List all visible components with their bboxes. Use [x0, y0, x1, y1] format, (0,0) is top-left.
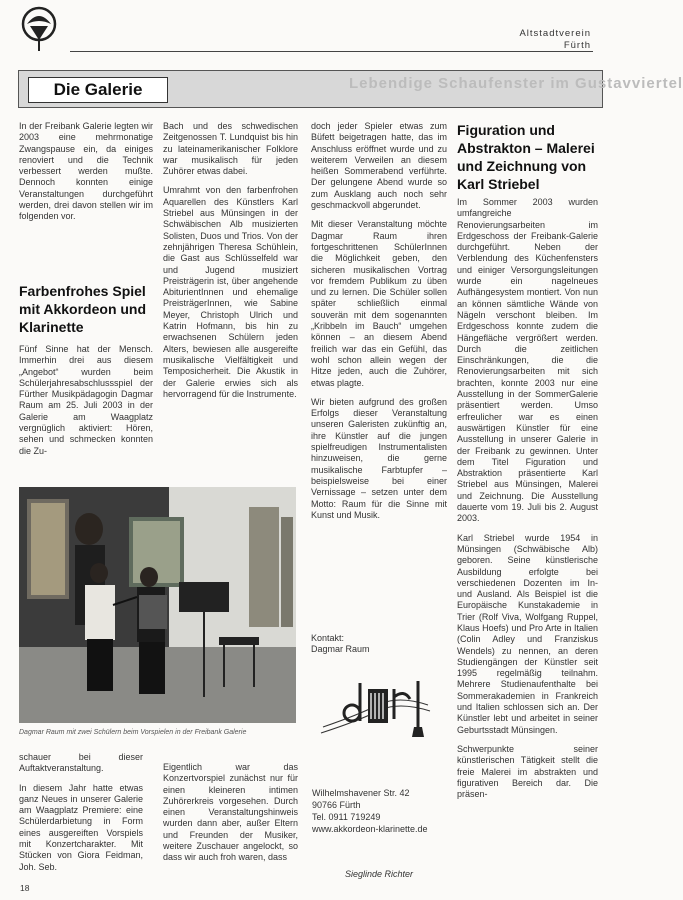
- article1-paragraph-1: Fünf Sinne hat der Mensch. Immerhin drei aus diesem „Angebot“ wurden beim Schülerjahresabschlussspiel der Fürther Musikpädagogin Dagmar Raum am 25. Juli 2003 in der Galerie am Waagplatz vergnüglich aktiviert: Hören, sehen und schmecken konnten die Zu-: [19, 344, 153, 456]
- col1-bottom: [19, 752, 143, 881]
- altstadtverein-logo-icon: [18, 6, 60, 52]
- col3: [311, 121, 447, 529]
- contact-name: Dagmar Raum: [311, 644, 370, 655]
- article2-paragraph-3: Schwerpunkte seiner künstlerischen Tätigkeit stellt die freie Malerei im abstrakten und figurativen Bereich dar. Die präsen-: [457, 743, 598, 800]
- contact-label: Kontakt:: [311, 633, 345, 643]
- article2-paragraph-2: Karl Striebel wurde 1954 in Münsingen (Schwäbische Alb) geboren. Seine künstlerische Ausbildung erfolgte bei verschiedenen Dozenten im In- und Ausland. Als Beispiel ist die Europäische Kunstakademie in Trier (Rolf Viva, Wolfgang Ruppel, Klaus Hoefs) und Pro Arte in Italien (Colin Adley und Franziskus Wendels) zu nennen, an deren Studiengängen der Künstler seit 1995 regelmäßig teilnahm. Mehrere Studienaufenthalte bei Sommerakademien in Frankreich und Italien schlossen sich an. Der Künstler lebt und arbeitet in seiner Geburtsstadt Münsingen.: [457, 532, 598, 735]
- article1-heading: Farbenfrohes Spiel mit Akkordeon und Klarinette: [19, 283, 147, 335]
- address-city: 90766 Fürth: [312, 800, 361, 810]
- article1-paragraph-2: schauer bei dieser Auftaktveranstaltung.: [19, 752, 143, 774]
- article2-heading: Figuration und Abstrakton – Malerei und Zeichnung von Karl Striebel: [457, 122, 595, 192]
- org-line-2: Fürth: [563, 40, 591, 51]
- page-title: Die Galerie: [53, 80, 143, 99]
- article2-paragraph-1: Im Sommer 2003 wurden umfangreiche Renovierungsarbeiten im Erdgeschoss der Freibank-Galerie durchgeführt. Neben der Verblendung des Küchenfensters und einiger Versorgungsleitungen wurde ein nagelneues Aufhängesystem montiert. Von nun an können sämtliche Wände von Nägeln verschont bleiben. Im Erdgeschoss konnte zudem die Hängefläche vergrößert werden. Durch die zeitlichen Einschränkungen, die die Renovierungsarbeiten mit sich brachten, konnte 2003 nur eine Ausstellung in der SommerGalerie präsentiert werden. Umso erfreulicher war es einen auswärtigen Künstler für eine Ausstellung in unserer Galerie in der Freibank zu gewinnen. Unter dem Titel Figuration und Abstraktion präsentierte Karl Striebel aus Münsingen, Malerei und Zeichnung. Die Ausstellung dauerte vom 19. Juli bis 2. August 2003.: [457, 197, 598, 524]
- title-box: [28, 77, 168, 103]
- col4-heading-block: [457, 121, 598, 199]
- concert-photo: [19, 487, 296, 723]
- concert-photo-image: [19, 487, 296, 723]
- contact-address: [312, 787, 462, 835]
- section-banner: [18, 70, 683, 108]
- banner-background-text: Lebendige Schaufenster im Gustavviertel: [349, 75, 683, 92]
- address-phone: Tel. 0911 719249: [312, 812, 381, 822]
- author-signature: Sieglinde Richter: [345, 869, 414, 879]
- clarinet-accordion-logo-icon: [318, 675, 433, 741]
- col1-top: [19, 121, 153, 231]
- col1-heading-block: [19, 282, 153, 342]
- page-number: 18: [20, 883, 30, 893]
- address-street: Wilhelmshavener Str. 42: [312, 788, 410, 798]
- article1-paragraph-3: In diesem Jahr hatte etwas ganz Neues in unserer Galerie am Waagplatz Premiere: eine Schülerdarbietung in Form eines ausgereiften Vorspiels mit Konzertcharakter. Mit Stücken von Giora Feidman, Joh. Seb.: [19, 782, 143, 872]
- col2-top: [163, 121, 298, 408]
- col2-bottom: [163, 762, 298, 872]
- article1-paragraph-6: Eigentlich war das Konzertvorspiel zunächst nur für einen kleineren intimen Zuhörerkreis vorgesehen. Durch einen Veranstaltungshinweis wurden dann aber, außer Eltern und Freunden der Musiker, weitere Zuschauer angelockt, so dass wir auch froh waren, dass: [163, 762, 298, 863]
- col1-body: [19, 344, 153, 465]
- photo-caption: Dagmar Raum mit zwei Schülern beim Vorspielen in der Freibank Galerie: [19, 729, 247, 736]
- contact-block: [311, 633, 447, 656]
- article1-paragraph-5: Umrahmt von den farbenfrohen Aquarellen des Künstlers Karl Striebel aus Münsingen in der Schwäbischen Alb musizierten Solisten, Duos und Trios. Von der zehnjährigen Theresa Schühlein, die Gast aus Schlüsselfeld war und Jugend musiziert Preisträgerin ist, über angehende AbiturientInnen und ehemalige PreisträgerInnen, wie Sabine Meyer, Christoph Ulrich und Katrin Hofmann, bis hin zu erwachsenen Schülern jeden Alters, bewiesen alle ausgereifte musikalische Vielfältigkeit und Temposicherheit. Die Akustik in der Galerie erwies sich als hervorragend für die Instrumente.: [163, 185, 298, 399]
- intro-paragraph: In der Freibank Galerie legten wir 2003 eine mehrmonatige Zwangspause ein, da einiges renoviert und die Technik verbessert werden mußte. Dennoch konnten einige Veranstaltungen durchgeführt werden, drei davon stellen wir im folgenden vor.: [19, 121, 153, 222]
- article1-paragraph-4: Bach und des schwedischen Zeitgenossen T. Lundquist bis hin zu lateinamerikanischer Folklore war musikalisch für jeden Zuhörer etwas dabei.: [163, 121, 298, 177]
- org-line-1: Altstadtverein: [519, 28, 591, 39]
- article1-paragraph-8: Mit dieser Veranstaltung möchte Dagmar Raum ihren fortgeschrittenen SchülerInnen die Möglichkeit geben, den sicheren musikalischen Vortrag vor fremdem Publikum zu üben und zu lernen. Die Schüler sollen später schließlich einmal souverän mit dem sogenannten „Kribbeln im Bauch“ umgehen können – an diesem Abend freilich war das ein Gefühl, das wohl schon allein wegen der Hitze jeden, auch die Zuhörer, etwas plagte.: [311, 219, 447, 388]
- org-name: [519, 28, 591, 52]
- col4-body: [457, 197, 598, 808]
- article1-paragraph-9: Wir bieten aufgrund des großen Erfolgs dieser Veranstaltung unseren Galeristen zukünftig an, ihre Künstler auf die jungen spielfreudigen Instrumentalisten hinzuweisen, die gerne musikalische Farbtupfer – beispielsweise bei einer Vernissage – setzen unter dem Motto: Raum für die Sinne mit Kunst und Musik.: [311, 396, 447, 520]
- article1-paragraph-7: doch jeder Spieler etwas zum Büfett beigetragen hatte, das im Anschluss eröffnet wurde und zu weiterem Verweilen an diesem heißen Sommerabend verführte. Der gelungene Abend wurde so zum Ausklang auch noch sehr geschmackvoll abgerundet.: [311, 121, 447, 211]
- masthead-rule: [70, 51, 593, 52]
- address-website: www.akkordeon-klarinette.de: [312, 824, 428, 834]
